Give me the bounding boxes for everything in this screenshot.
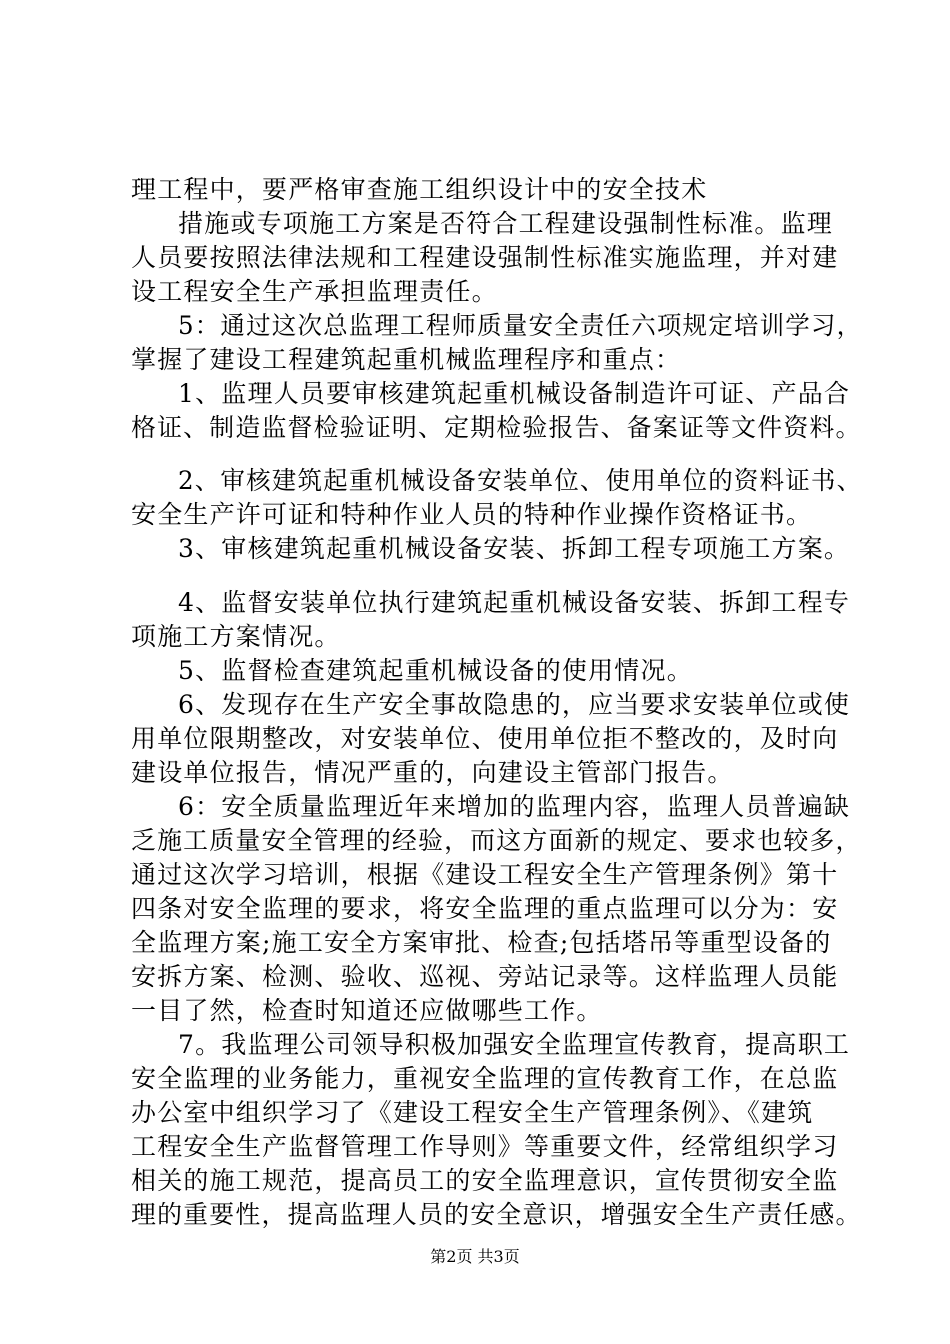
text-line: 掌握了建设工程建筑起重机械监理程序和重点： bbox=[131, 345, 682, 374]
page-footer: 第2页 共3页 bbox=[430, 1247, 520, 1266]
text-line: 用单位限期整改，对安装单位、使用单位拒不整改的，及时向 bbox=[131, 724, 839, 753]
text-line: 乏施工质量安全管理的经验，而这方面新的规定、要求也较多， bbox=[131, 826, 862, 855]
text-line: 一目了然，检查时知道还应做哪些工作。 bbox=[131, 996, 603, 1025]
text-line: 四条对安全监理的要求，将安全监理的重点监理可以分为：安 bbox=[131, 894, 839, 923]
text-line: 办公室中组织学习了《建设工程安全生产管理条例》、《建筑 bbox=[131, 1098, 814, 1127]
text-line: 6、发现存在生产安全事故隐患的，应当要求安装单位或使 bbox=[178, 690, 851, 719]
text-line: 相关的施工规范，提高员工的安全监理意识，宣传贯彻安全监 bbox=[131, 1166, 839, 1195]
text-line: 5、监督检查建筑起重机械设备的使用情况。 bbox=[178, 656, 693, 685]
text-line: 理工程中，要严格审查施工组织设计中的安全技术 bbox=[131, 175, 708, 204]
text-line: 通过这次学习培训，根据《建设工程安全生产管理条例》第十 bbox=[131, 860, 839, 889]
text-line: 建设单位报告，情况严重的，向建设主管部门报告。 bbox=[131, 758, 734, 787]
text-line: 全监理方案;施工安全方案审批、检查;包括塔吊等重型设备的 bbox=[131, 928, 832, 957]
text-line: 理的重要性，提高监理人员的安全意识，增强安全生产责任感。 bbox=[131, 1200, 862, 1229]
text-line: 设工程安全生产承担监理责任。 bbox=[131, 277, 498, 306]
text-line: 3、审核建筑起重机械设备安装、拆卸工程专项施工方案。 bbox=[178, 534, 851, 563]
text-line: 安全监理的业务能力，重视安全监理的宣传教育工作，在总监 bbox=[131, 1064, 839, 1093]
text-line: 项施工方案情况。 bbox=[131, 622, 341, 651]
text-line: 工程安全生产监督管理工作导则》等重要文件，经常组织学习 bbox=[131, 1132, 839, 1161]
text-line: 6：安全质量监理近年来增加的监理内容，监理人员普遍缺 bbox=[178, 792, 851, 821]
text-line: 人员要按照法律法规和工程建设强制性标准实施监理，并对建 bbox=[131, 243, 839, 272]
text-line: 7。我监理公司领导积极加强安全监理宣传教育，提高职工 bbox=[178, 1030, 851, 1059]
text-line: 5：通过这次总监理工程师质量安全责任六项规定培训学习， bbox=[178, 311, 863, 340]
text-line: 格证、制造监督检验证明、定期检验报告、备案证等文件资料。 bbox=[131, 413, 862, 442]
text-line: 1、监理人员要审核建筑起重机械设备制造许可证、产品合 bbox=[178, 379, 851, 408]
text-line: 安拆方案、检测、验收、巡视、旁站记录等。这样监理人员能 bbox=[131, 962, 839, 991]
text-line: 安全生产许可证和特种作业人员的特种作业操作资格证书。 bbox=[131, 500, 813, 529]
text-line: 4、监督安装单位执行建筑起重机械设备安装、拆卸工程专 bbox=[178, 588, 851, 617]
text-line: 2、审核建筑起重机械设备安装单位、使用单位的资料证书、 bbox=[178, 466, 863, 495]
text-line: 措施或专项施工方案是否符合工程建设强制性标准。监理 bbox=[178, 209, 834, 238]
